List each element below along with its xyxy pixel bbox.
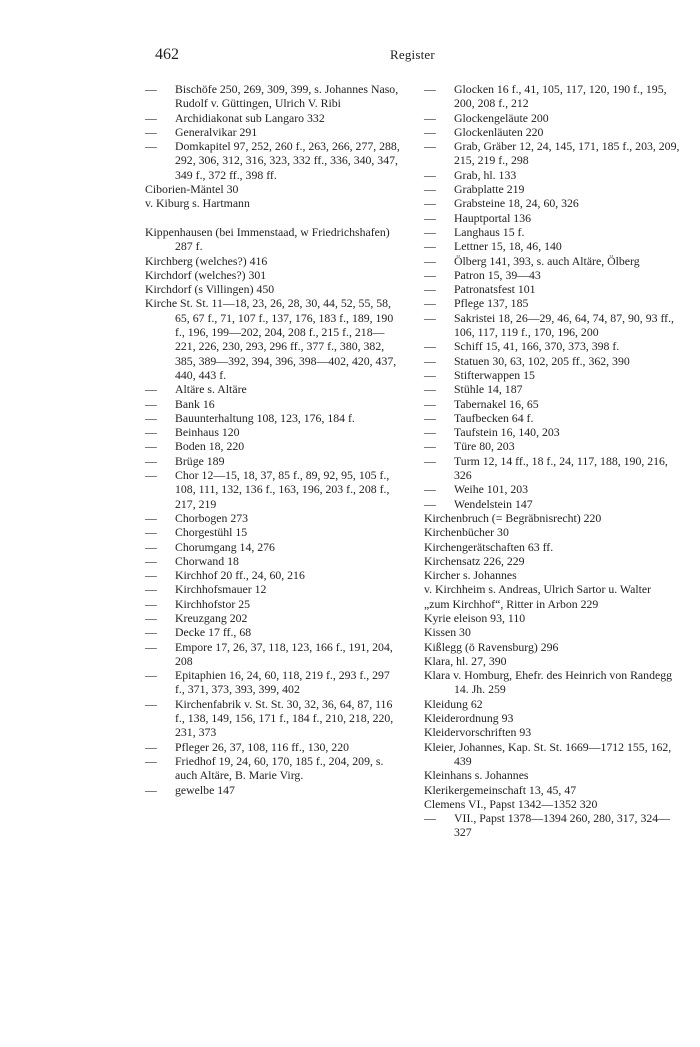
- index-entry: Klara v. Homburg, Ehefr. des Heinrich von Randegg 14. Jh. 259: [424, 668, 672, 697]
- index-subentry: — Kirchhofsmauer 12: [145, 582, 400, 596]
- index-subentry: — Boden 18, 220: [145, 439, 400, 453]
- index-column-left: [145, 82, 400, 797]
- index-subentry: — Kirchenfabrik v. St. St. 30, 32, 36, 64, 87, 116 f., 138, 149, 156, 171 f., 184 f., 210, 218, 220, 231, 373: [145, 697, 400, 740]
- index-subentry: — Glockenläuten 220: [424, 125, 682, 139]
- running-head: Register: [390, 47, 435, 62]
- index-entry: Kleinhans s. Johannes: [424, 768, 529, 783]
- index-subentry: — Glockengeläute 200: [424, 111, 682, 125]
- index-subentry: — Pfleger 26, 37, 108, 116 ff., 130, 220: [145, 740, 400, 754]
- index-entry: Kippenhausen (bei Immenstaad, w Friedrichshafen) 287 f.: [145, 224, 390, 254]
- index-subentry: — Kreuzgang 202: [145, 611, 400, 625]
- index-subentry: — Bauunterhaltung 108, 123, 176, 184 f.: [145, 411, 400, 425]
- index-subentry: — Brüge 189: [145, 454, 400, 468]
- index-entry: Kirche St. St. 11—18, 23, 26, 28, 30, 44, 52, 55, 58, 65, 67 f., 71, 107 f., 137, 176, 183 f., 189, 190 f., 196, 199—202, 204, 208 f., 215 f., 218—221, 226, 230, 293, 296 ff., 377 f., 380, 382, 385, 389—392, 394, 396, 398—402, 420, 437, 440, 443 f.: [145, 296, 397, 382]
- index-subentry: — Domkapitel 97, 252, 260 f., 263, 266, 277, 288, 292, 306, 312, 316, 323, 332 ff., 336, 340, 347, 349 f., 372 ff., 398 ff.: [145, 139, 400, 182]
- index-subentry: — Weihe 101, 203: [424, 482, 682, 496]
- index-subentry: — Stifterwappen 15: [424, 368, 682, 382]
- index-subentry: — Kirchhof 20 ff., 24, 60, 216: [145, 568, 400, 582]
- index-subentry: — Tabernakel 16, 65: [424, 397, 682, 411]
- index-subentry: — Archidiakonat sub Langaro 332: [145, 111, 400, 125]
- index-entry: Kirchenbücher 30: [424, 525, 509, 540]
- index-subentry: — Stühle 14, 187: [424, 382, 682, 396]
- index-subentry: — Chorumgang 14, 276: [145, 540, 400, 554]
- index-subentry: — Beinhaus 120: [145, 425, 400, 439]
- index-entry: Kissen 30: [424, 625, 471, 640]
- index-subentry: — Generalvikar 291: [145, 125, 400, 139]
- index-subentry: — Decke 17 ff., 68: [145, 625, 400, 639]
- index-subentry: — Kirchhofstor 25: [145, 597, 400, 611]
- index-subentry: — Statuen 30, 63, 102, 205 ff., 362, 390: [424, 354, 682, 368]
- index-entry: „zum Kirchhof“, Ritter in Arbon 229: [424, 596, 599, 611]
- index-subentry: — Schiff 15, 41, 166, 370, 373, 398 f.: [424, 339, 682, 353]
- index-entry: Kyrie eleison 93, 110: [424, 610, 526, 625]
- index-subentry: — Chorbogen 273: [145, 511, 400, 525]
- index-entry: Kißlegg (ö Ravensburg) 296: [424, 639, 559, 654]
- page-number: 462: [155, 46, 179, 63]
- index-subentry: — Chorwand 18: [145, 554, 400, 568]
- index-entry: v. Kiburg s. Hartmann: [145, 196, 250, 211]
- index-subentry: — Taufbecken 64 f.: [424, 411, 682, 425]
- index-entry: Ciborien-Mäntel 30: [145, 182, 239, 197]
- index-subentry: — Taufstein 16, 140, 203: [424, 425, 682, 439]
- index-subentry: — Langhaus 15 f.: [424, 225, 682, 239]
- index-subentry: — Grab, Gräber 12, 24, 145, 171, 185 f., 203, 209, 215, 219 f., 298: [424, 139, 682, 168]
- index-subentry: — Patron 15, 39—43: [424, 268, 682, 282]
- index-subentry: — Turm 12, 14 ff., 18 f., 24, 117, 188, 190, 216, 326: [424, 454, 682, 483]
- index-subentry: — Patronatsfest 101: [424, 282, 682, 296]
- index-subentry: — Hauptportal 136: [424, 211, 682, 225]
- index-subentry: — Grabplatte 219: [424, 182, 682, 196]
- index-entry: Kirchenbruch (= Begräbnisrecht) 220: [424, 510, 602, 525]
- index-entry: Kirchengerätschaften 63 ff.: [424, 539, 554, 554]
- index-entry: Kirchensatz 226, 229: [424, 553, 525, 568]
- index-entry: Klerikergemeinschaft 13, 45, 47: [424, 782, 577, 797]
- index-subentry: — Sakristei 18, 26—29, 46, 64, 74, 87, 90, 93 ff., 106, 117, 119 f., 170, 196, 200: [424, 311, 682, 340]
- index-subentry: — Empore 17, 26, 37, 118, 123, 166 f., 191, 204, 208: [145, 640, 400, 669]
- index-entry: Kirchdorf (s Villingen) 450: [145, 282, 275, 297]
- index-entry: Kleier, Johannes, Kap. St. St. 1669—1712 155, 162, 439: [424, 739, 672, 768]
- index-subentry: — Friedhof 19, 24, 60, 170, 185 f., 204, 209, s. auch Altäre, B. Marie Virg.: [145, 754, 400, 783]
- index-subentry: — VII., Papst 1378—1394 260, 280, 317, 324—327: [424, 811, 682, 840]
- index-subentry: — Epitaphien 16, 24, 60, 118, 219 f., 293 f., 297 f., 371, 373, 393, 399, 402: [145, 668, 400, 697]
- index-entry: Klara, hl. 27, 390: [424, 653, 507, 668]
- index-subentry: — Grabsteine 18, 24, 60, 326: [424, 196, 682, 210]
- index-entry: v. Kirchheim s. Andreas, Ulrich Sartor u. Walter: [424, 582, 652, 597]
- index-subentry: — Ölberg 141, 393, s. auch Altäre, Ölberg: [424, 254, 682, 268]
- index-subentry: — Altäre s. Altäre: [145, 382, 400, 396]
- index-entry: Kleidung 62: [424, 696, 483, 711]
- index-subentry: — Bank 16: [145, 397, 400, 411]
- index-entry: Kirchdorf (welches?) 301: [145, 267, 267, 282]
- index-entry: Kleiderordnung 93: [424, 711, 514, 726]
- index-entry: Kirchberg (welches?) 416: [145, 253, 268, 268]
- index-entry: Kleidervorschriften 93: [424, 725, 532, 740]
- index-subentry: — Grab, hl. 133: [424, 168, 682, 182]
- index-entry: Kircher s. Johannes: [424, 568, 517, 583]
- index-subentry: — Glocken 16 f., 41, 105, 117, 120, 190 f., 195, 200, 208 f., 212: [424, 82, 682, 111]
- index-subentry: — Bischöfe 250, 269, 309, 399, s. Johannes Naso, Rudolf v. Güttingen, Ulrich V. Ribi: [145, 82, 400, 111]
- index-subentry: — Chor 12—15, 18, 37, 85 f., 89, 92, 95, 105 f., 108, 111, 132, 136 f., 163, 196, 203 f., 208 f., 217, 219: [145, 468, 400, 511]
- index-entry: Clemens VI., Papst 1342—1352 320: [424, 796, 598, 811]
- index-subentry: — Wendelstein 147: [424, 497, 682, 511]
- index-subentry: — Pflege 137, 185: [424, 296, 682, 310]
- index-subentry: — Chorgestühl 15: [145, 525, 400, 539]
- index-column-right: [424, 82, 682, 840]
- index-subentry: — Lettner 15, 18, 46, 140: [424, 239, 682, 253]
- index-subentry: — Türe 80, 203: [424, 439, 682, 453]
- index-subentry: — gewelbe 147: [145, 783, 400, 797]
